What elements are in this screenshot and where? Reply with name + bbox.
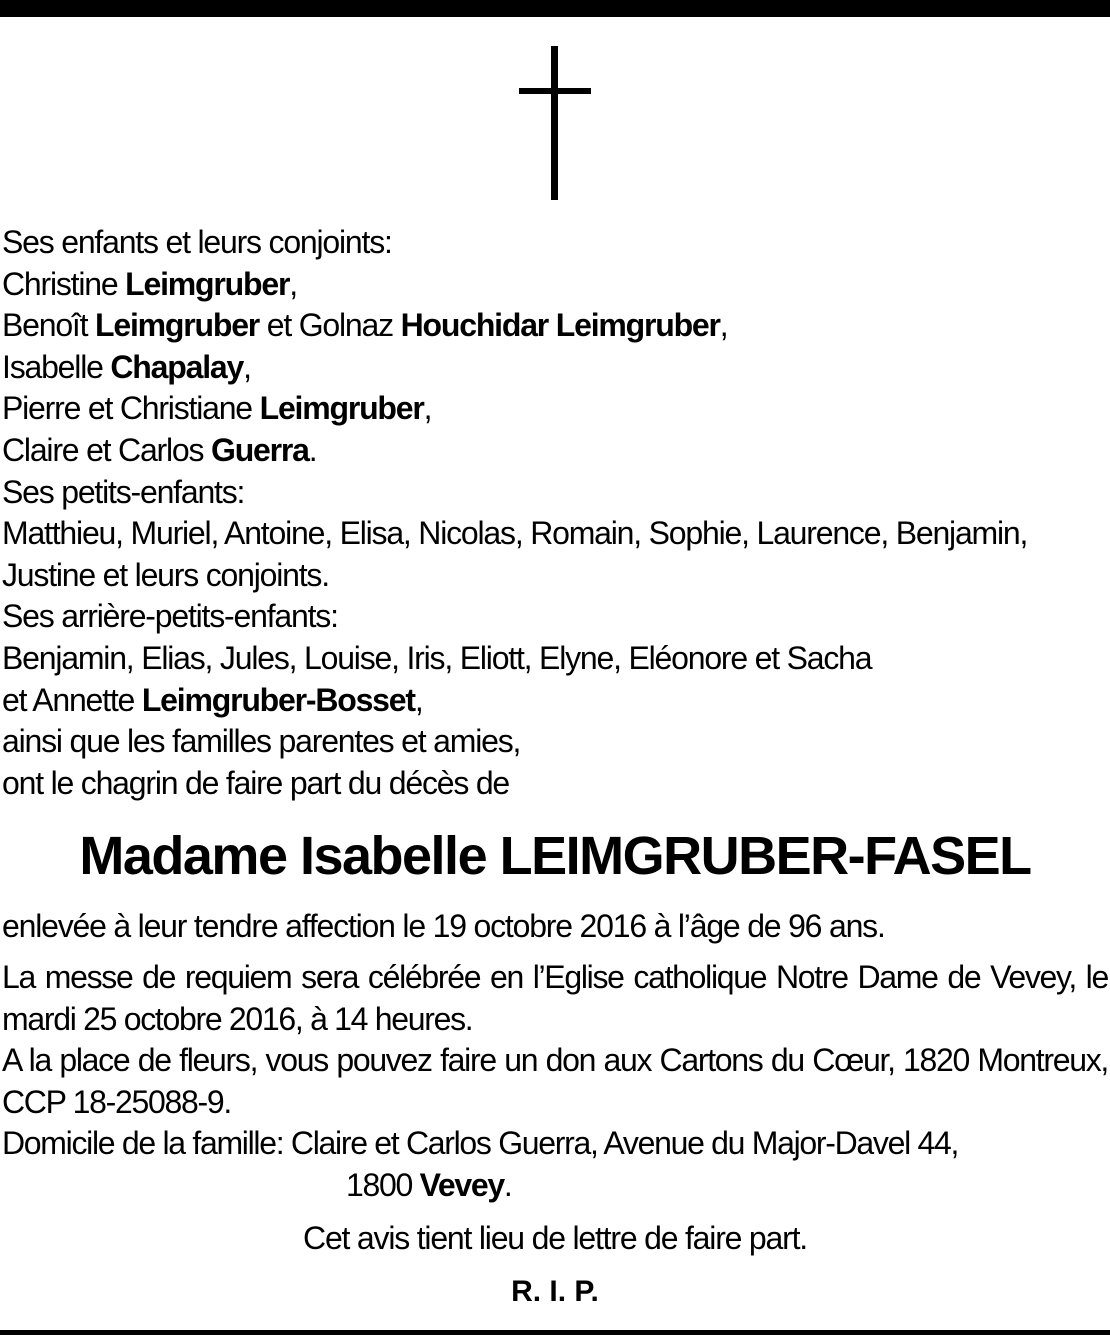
punctuation: . [503, 1166, 512, 1203]
child-first-names: Pierre et Christiane [2, 390, 260, 427]
notice-line: Cet avis tient lieu de lettre de faire part. [303, 1220, 807, 1256]
child-first-names: Christine [2, 265, 126, 302]
great-grandchildren-names: Benjamin, Elias, Jules, Louise, Iris, Eliott, Elyne, Eléonore et Sacha [2, 639, 872, 676]
rip-text: R. I. P. [511, 1275, 599, 1308]
punctuation: , [243, 348, 251, 385]
child-surname: Chapalay [110, 348, 244, 385]
domicile-zip: 1800 [346, 1166, 420, 1203]
punctuation: , [289, 265, 297, 302]
cross-horizontal-bar [519, 88, 591, 94]
spouse-first-names: et Golnaz [259, 307, 401, 344]
domicile-city-line [2, 1165, 1108, 1207]
great-grandchildren-heading: Ses arrière-petits-enfants: [2, 598, 338, 635]
donation-paragraph: A la place de fleurs, vous pouvez faire un don aux Cartons du Cœur, 1820 Montreux, CCP 18-25088-9. [2, 1042, 1108, 1120]
child-surname: Leimgruber [125, 265, 290, 302]
child-surname: Leimgruber [95, 307, 260, 344]
punctuation: . [308, 431, 317, 468]
announcement-line: ont le chagrin de faire part du décès de [2, 764, 510, 801]
death-date-line: enlevée à leur tendre affection le 19 octobre 2016 à l’âge de 96 ans. [2, 908, 885, 944]
bottom-border-rule [0, 1330, 1110, 1335]
domicile-line: Domicile de la famille: Claire et Carlos Guerra, Avenue du Major-Davel 44, [2, 1125, 959, 1161]
sibling-surname: Leimgruber-Bosset [141, 681, 415, 718]
family-list [2, 222, 1108, 804]
cross-icon [519, 46, 591, 200]
top-border-rule [0, 0, 1110, 17]
children-heading: Ses enfants et leurs conjoints: [2, 224, 392, 260]
spouse-surname: Houchidar Leimgruber [400, 307, 720, 344]
cross-vertical-bar [551, 46, 558, 200]
mass-paragraph: La messe de requiem sera célébrée en l’Eglise catholique Notre Dame de Vevey, le mardi 25 octobre 2016, à 14 heures. [2, 959, 1108, 1037]
child-surname: Guerra [211, 431, 309, 468]
deceased-name: Madame Isabelle LEIMGRUBER-FASEL [79, 826, 1031, 886]
child-first-names: Claire et Carlos [2, 431, 212, 468]
child-line [2, 347, 1108, 389]
punctuation: , [719, 307, 728, 344]
child-surname: Leimgruber [259, 390, 424, 427]
child-line [2, 430, 1108, 472]
domicile-city: Vevey [419, 1166, 504, 1203]
punctuation: , [423, 390, 432, 427]
child-first-names: Isabelle [2, 348, 111, 385]
child-first-names: Benoît [2, 307, 96, 344]
punctuation: , [414, 681, 423, 718]
child-line [2, 388, 1108, 430]
sibling-first-name: et Annette [2, 681, 142, 718]
grandchildren-names: Matthieu, Muriel, Antoine, Elisa, Nicolas, Romain, Sophie, Laurence, Benjamin, [2, 515, 1028, 552]
sibling-line [2, 680, 1108, 722]
grandchildren-names-continued: Justine et leurs conjoints. [2, 556, 329, 593]
grandchildren-heading: Ses petits-enfants: [2, 473, 245, 510]
child-line [2, 264, 1108, 306]
child-line [2, 305, 1108, 347]
relatives-line: ainsi que les familles parentes et amies, [2, 723, 521, 760]
service-details [2, 957, 1108, 1206]
